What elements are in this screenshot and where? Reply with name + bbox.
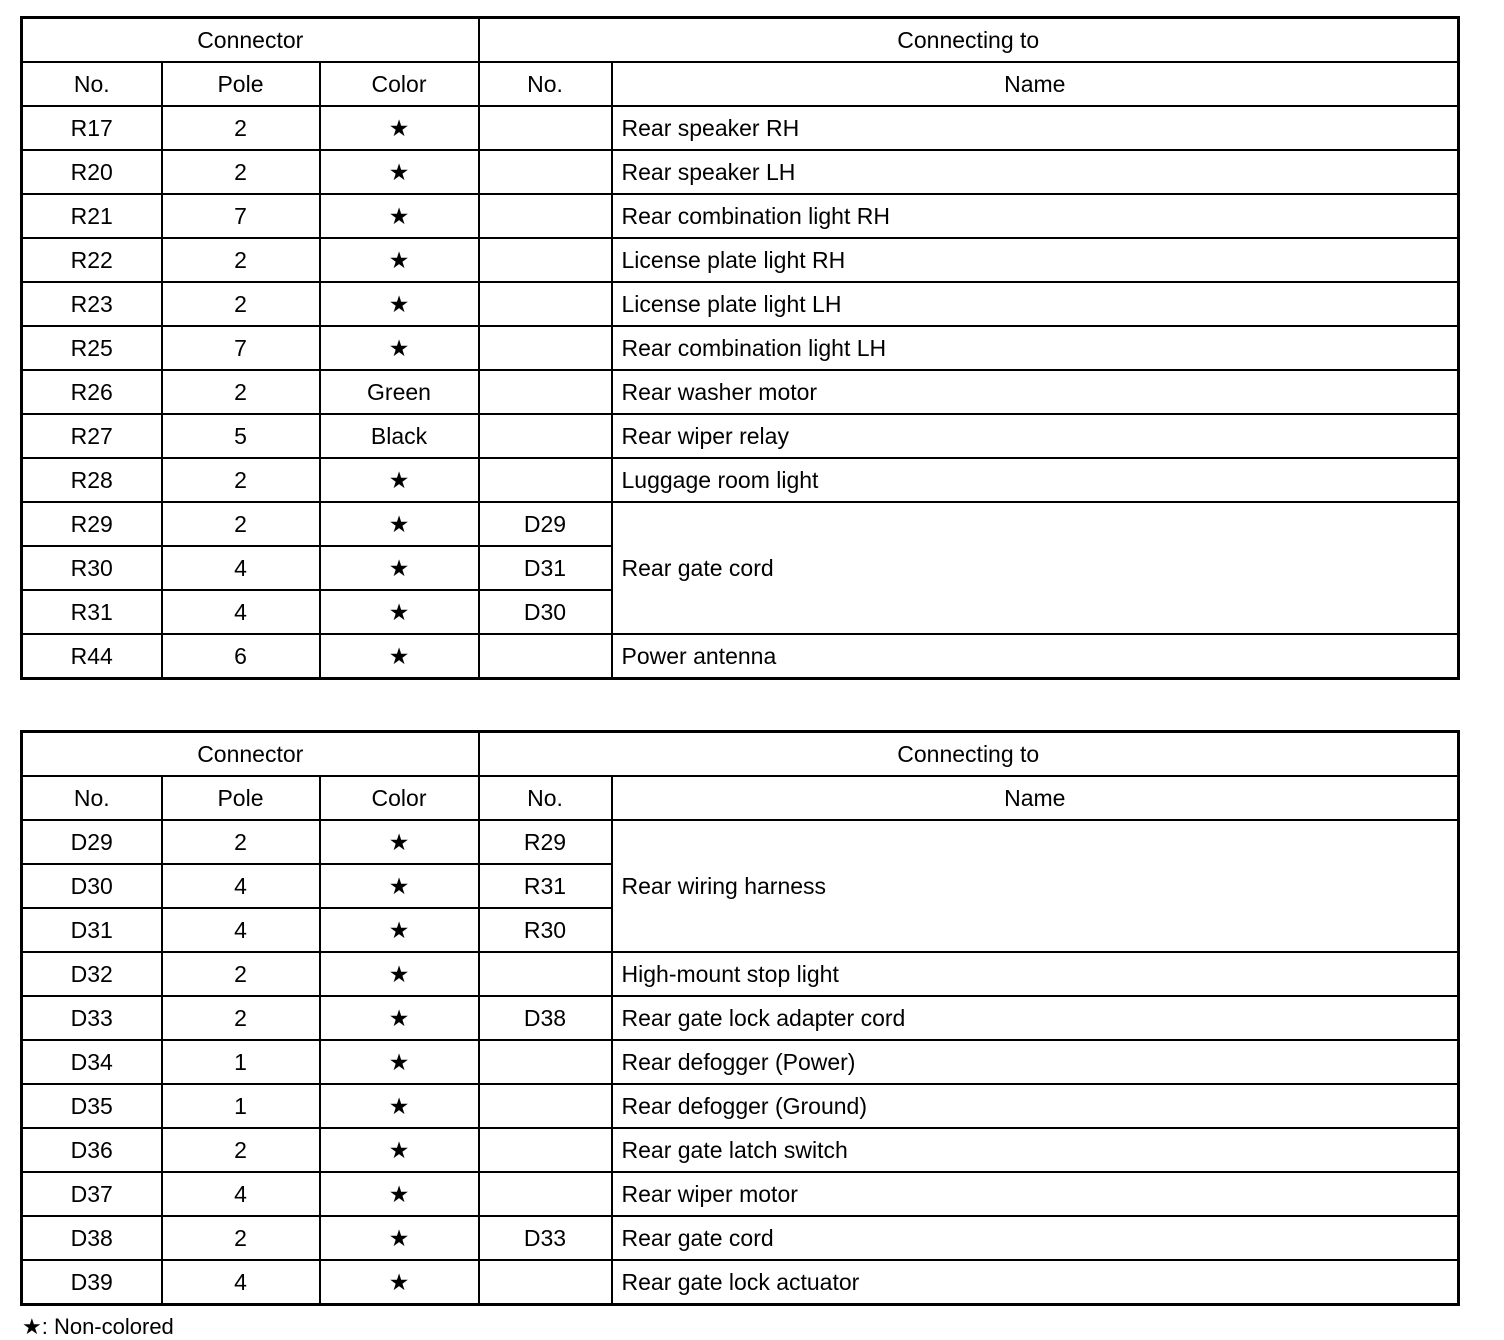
connector-table-rear-harness — [20, 16, 1460, 680]
table-row — [22, 458, 1459, 502]
cell-name: Luggage room light — [612, 458, 1459, 502]
table-row — [22, 282, 1459, 326]
header-connector: Connector — [22, 18, 479, 63]
cell-pole: 2 — [162, 150, 320, 194]
table-row — [22, 1172, 1459, 1216]
table-row — [22, 1084, 1459, 1128]
cell-pole: 2 — [162, 1128, 320, 1172]
cell-no: D32 — [22, 952, 162, 996]
table-row — [22, 502, 1459, 546]
cell-name: Rear washer motor — [612, 370, 1459, 414]
header-color: Color — [320, 776, 479, 820]
cell-to-no — [479, 634, 612, 679]
cell-name: Rear combination light RH — [612, 194, 1459, 238]
cell-pole: 2 — [162, 106, 320, 150]
table-row — [22, 106, 1459, 150]
cell-name: Rear defogger (Power) — [612, 1040, 1459, 1084]
cell-no: R26 — [22, 370, 162, 414]
header-pole: Pole — [162, 62, 320, 106]
cell-pole: 2 — [162, 282, 320, 326]
cell-pole: 2 — [162, 1216, 320, 1260]
footnote-non-colored: ★: Non-colored — [22, 1314, 174, 1339]
cell-color: ★ — [320, 106, 479, 150]
cell-color: ★ — [320, 502, 479, 546]
cell-name: Rear wiring harness — [612, 820, 1459, 952]
table-row — [22, 996, 1459, 1040]
cell-to-no — [479, 1084, 612, 1128]
cell-no: D39 — [22, 1260, 162, 1305]
table-row — [22, 1040, 1459, 1084]
cell-no: R27 — [22, 414, 162, 458]
table-row — [22, 1260, 1459, 1305]
cell-pole: 7 — [162, 326, 320, 370]
cell-no: R22 — [22, 238, 162, 282]
header-column-row — [22, 62, 1459, 106]
cell-to-no: R30 — [479, 908, 612, 952]
cell-name: Rear speaker LH — [612, 150, 1459, 194]
cell-name: Rear gate lock actuator — [612, 1260, 1459, 1305]
cell-to-no — [479, 150, 612, 194]
cell-name: Rear gate cord — [612, 1216, 1459, 1260]
cell-color: ★ — [320, 1040, 479, 1084]
cell-to-no: D31 — [479, 546, 612, 590]
cell-no: D37 — [22, 1172, 162, 1216]
cell-pole: 5 — [162, 414, 320, 458]
header-connecting-to: Connecting to — [479, 18, 1459, 63]
table-row — [22, 370, 1459, 414]
cell-name: High-mount stop light — [612, 952, 1459, 996]
cell-pole: 2 — [162, 458, 320, 502]
header-connecting-to: Connecting to — [479, 732, 1459, 777]
cell-pole: 7 — [162, 194, 320, 238]
cell-to-no: D30 — [479, 590, 612, 634]
cell-color: ★ — [320, 864, 479, 908]
header-to-no: No. — [479, 62, 612, 106]
cell-pole: 2 — [162, 820, 320, 864]
cell-color: ★ — [320, 194, 479, 238]
cell-no: R20 — [22, 150, 162, 194]
cell-color: ★ — [320, 1216, 479, 1260]
cell-no: R17 — [22, 106, 162, 150]
cell-to-no: R31 — [479, 864, 612, 908]
cell-pole: 2 — [162, 996, 320, 1040]
table-row — [22, 414, 1459, 458]
header-no: No. — [22, 62, 162, 106]
cell-no: D36 — [22, 1128, 162, 1172]
cell-to-no — [479, 194, 612, 238]
cell-color: ★ — [320, 590, 479, 634]
cell-color: ★ — [320, 1128, 479, 1172]
cell-pole: 2 — [162, 370, 320, 414]
cell-to-no: D38 — [479, 996, 612, 1040]
cell-no: R30 — [22, 546, 162, 590]
cell-to-no — [479, 106, 612, 150]
connector-table-rear-gate — [20, 730, 1460, 1306]
cell-color: Black — [320, 414, 479, 458]
table-row — [22, 634, 1459, 679]
cell-color: ★ — [320, 634, 479, 679]
cell-no: R21 — [22, 194, 162, 238]
cell-name: Rear gate cord — [612, 502, 1459, 634]
cell-to-no: D33 — [479, 1216, 612, 1260]
table-row — [22, 1216, 1459, 1260]
cell-pole: 4 — [162, 864, 320, 908]
cell-name: Rear wiper relay — [612, 414, 1459, 458]
cell-name: Rear speaker RH — [612, 106, 1459, 150]
cell-to-no — [479, 370, 612, 414]
cell-no: R23 — [22, 282, 162, 326]
cell-name: License plate light RH — [612, 238, 1459, 282]
cell-color: ★ — [320, 1084, 479, 1128]
table-row — [22, 1128, 1459, 1172]
cell-no: D38 — [22, 1216, 162, 1260]
cell-pole: 2 — [162, 502, 320, 546]
cell-to-no — [479, 1040, 612, 1084]
cell-to-no — [479, 414, 612, 458]
cell-color: ★ — [320, 238, 479, 282]
cell-no: D34 — [22, 1040, 162, 1084]
cell-name: Rear wiper motor — [612, 1172, 1459, 1216]
cell-color: ★ — [320, 150, 479, 194]
cell-to-no: D29 — [479, 502, 612, 546]
cell-no: R44 — [22, 634, 162, 679]
cell-color: ★ — [320, 282, 479, 326]
cell-to-no — [479, 1128, 612, 1172]
cell-no: R28 — [22, 458, 162, 502]
cell-name: Rear gate lock adapter cord — [612, 996, 1459, 1040]
cell-color: ★ — [320, 1172, 479, 1216]
cell-no: D31 — [22, 908, 162, 952]
cell-no: D29 — [22, 820, 162, 864]
cell-pole: 4 — [162, 908, 320, 952]
cell-to-no — [479, 238, 612, 282]
header-group-row — [22, 732, 1459, 777]
table-row — [22, 150, 1459, 194]
cell-pole: 6 — [162, 634, 320, 679]
cell-no: D30 — [22, 864, 162, 908]
cell-color: ★ — [320, 546, 479, 590]
cell-name: Rear combination light LH — [612, 326, 1459, 370]
cell-to-no: R29 — [479, 820, 612, 864]
cell-color: ★ — [320, 820, 479, 864]
header-connector: Connector — [22, 732, 479, 777]
cell-color: ★ — [320, 952, 479, 996]
header-group-row — [22, 18, 1459, 63]
cell-color: ★ — [320, 1260, 479, 1305]
cell-no: D35 — [22, 1084, 162, 1128]
header-to-no: No. — [479, 776, 612, 820]
cell-to-no — [479, 1260, 612, 1305]
cell-pole: 4 — [162, 546, 320, 590]
cell-to-no — [479, 952, 612, 996]
cell-color: Green — [320, 370, 479, 414]
header-color: Color — [320, 62, 479, 106]
cell-pole: 4 — [162, 1172, 320, 1216]
cell-color: ★ — [320, 326, 479, 370]
cell-to-no — [479, 1172, 612, 1216]
cell-pole: 1 — [162, 1084, 320, 1128]
table-row — [22, 326, 1459, 370]
header-name: Name — [612, 62, 1459, 106]
cell-no: R31 — [22, 590, 162, 634]
table-row — [22, 238, 1459, 282]
cell-pole: 1 — [162, 1040, 320, 1084]
cell-name: Rear defogger (Ground) — [612, 1084, 1459, 1128]
cell-pole: 4 — [162, 590, 320, 634]
cell-color: ★ — [320, 908, 479, 952]
cell-name: Power antenna — [612, 634, 1459, 679]
cell-pole: 2 — [162, 238, 320, 282]
table-row — [22, 194, 1459, 238]
cell-no: D33 — [22, 996, 162, 1040]
cell-no: R29 — [22, 502, 162, 546]
cell-to-no — [479, 282, 612, 326]
cell-color: ★ — [320, 996, 479, 1040]
header-no: No. — [22, 776, 162, 820]
cell-no: R25 — [22, 326, 162, 370]
cell-to-no — [479, 458, 612, 502]
table-row — [22, 952, 1459, 996]
header-name: Name — [612, 776, 1459, 820]
cell-pole: 2 — [162, 952, 320, 996]
table-row — [22, 820, 1459, 864]
cell-name: Rear gate latch switch — [612, 1128, 1459, 1172]
cell-name: License plate light LH — [612, 282, 1459, 326]
cell-pole: 4 — [162, 1260, 320, 1305]
cell-to-no — [479, 326, 612, 370]
header-pole: Pole — [162, 776, 320, 820]
cell-color: ★ — [320, 458, 479, 502]
header-column-row — [22, 776, 1459, 820]
